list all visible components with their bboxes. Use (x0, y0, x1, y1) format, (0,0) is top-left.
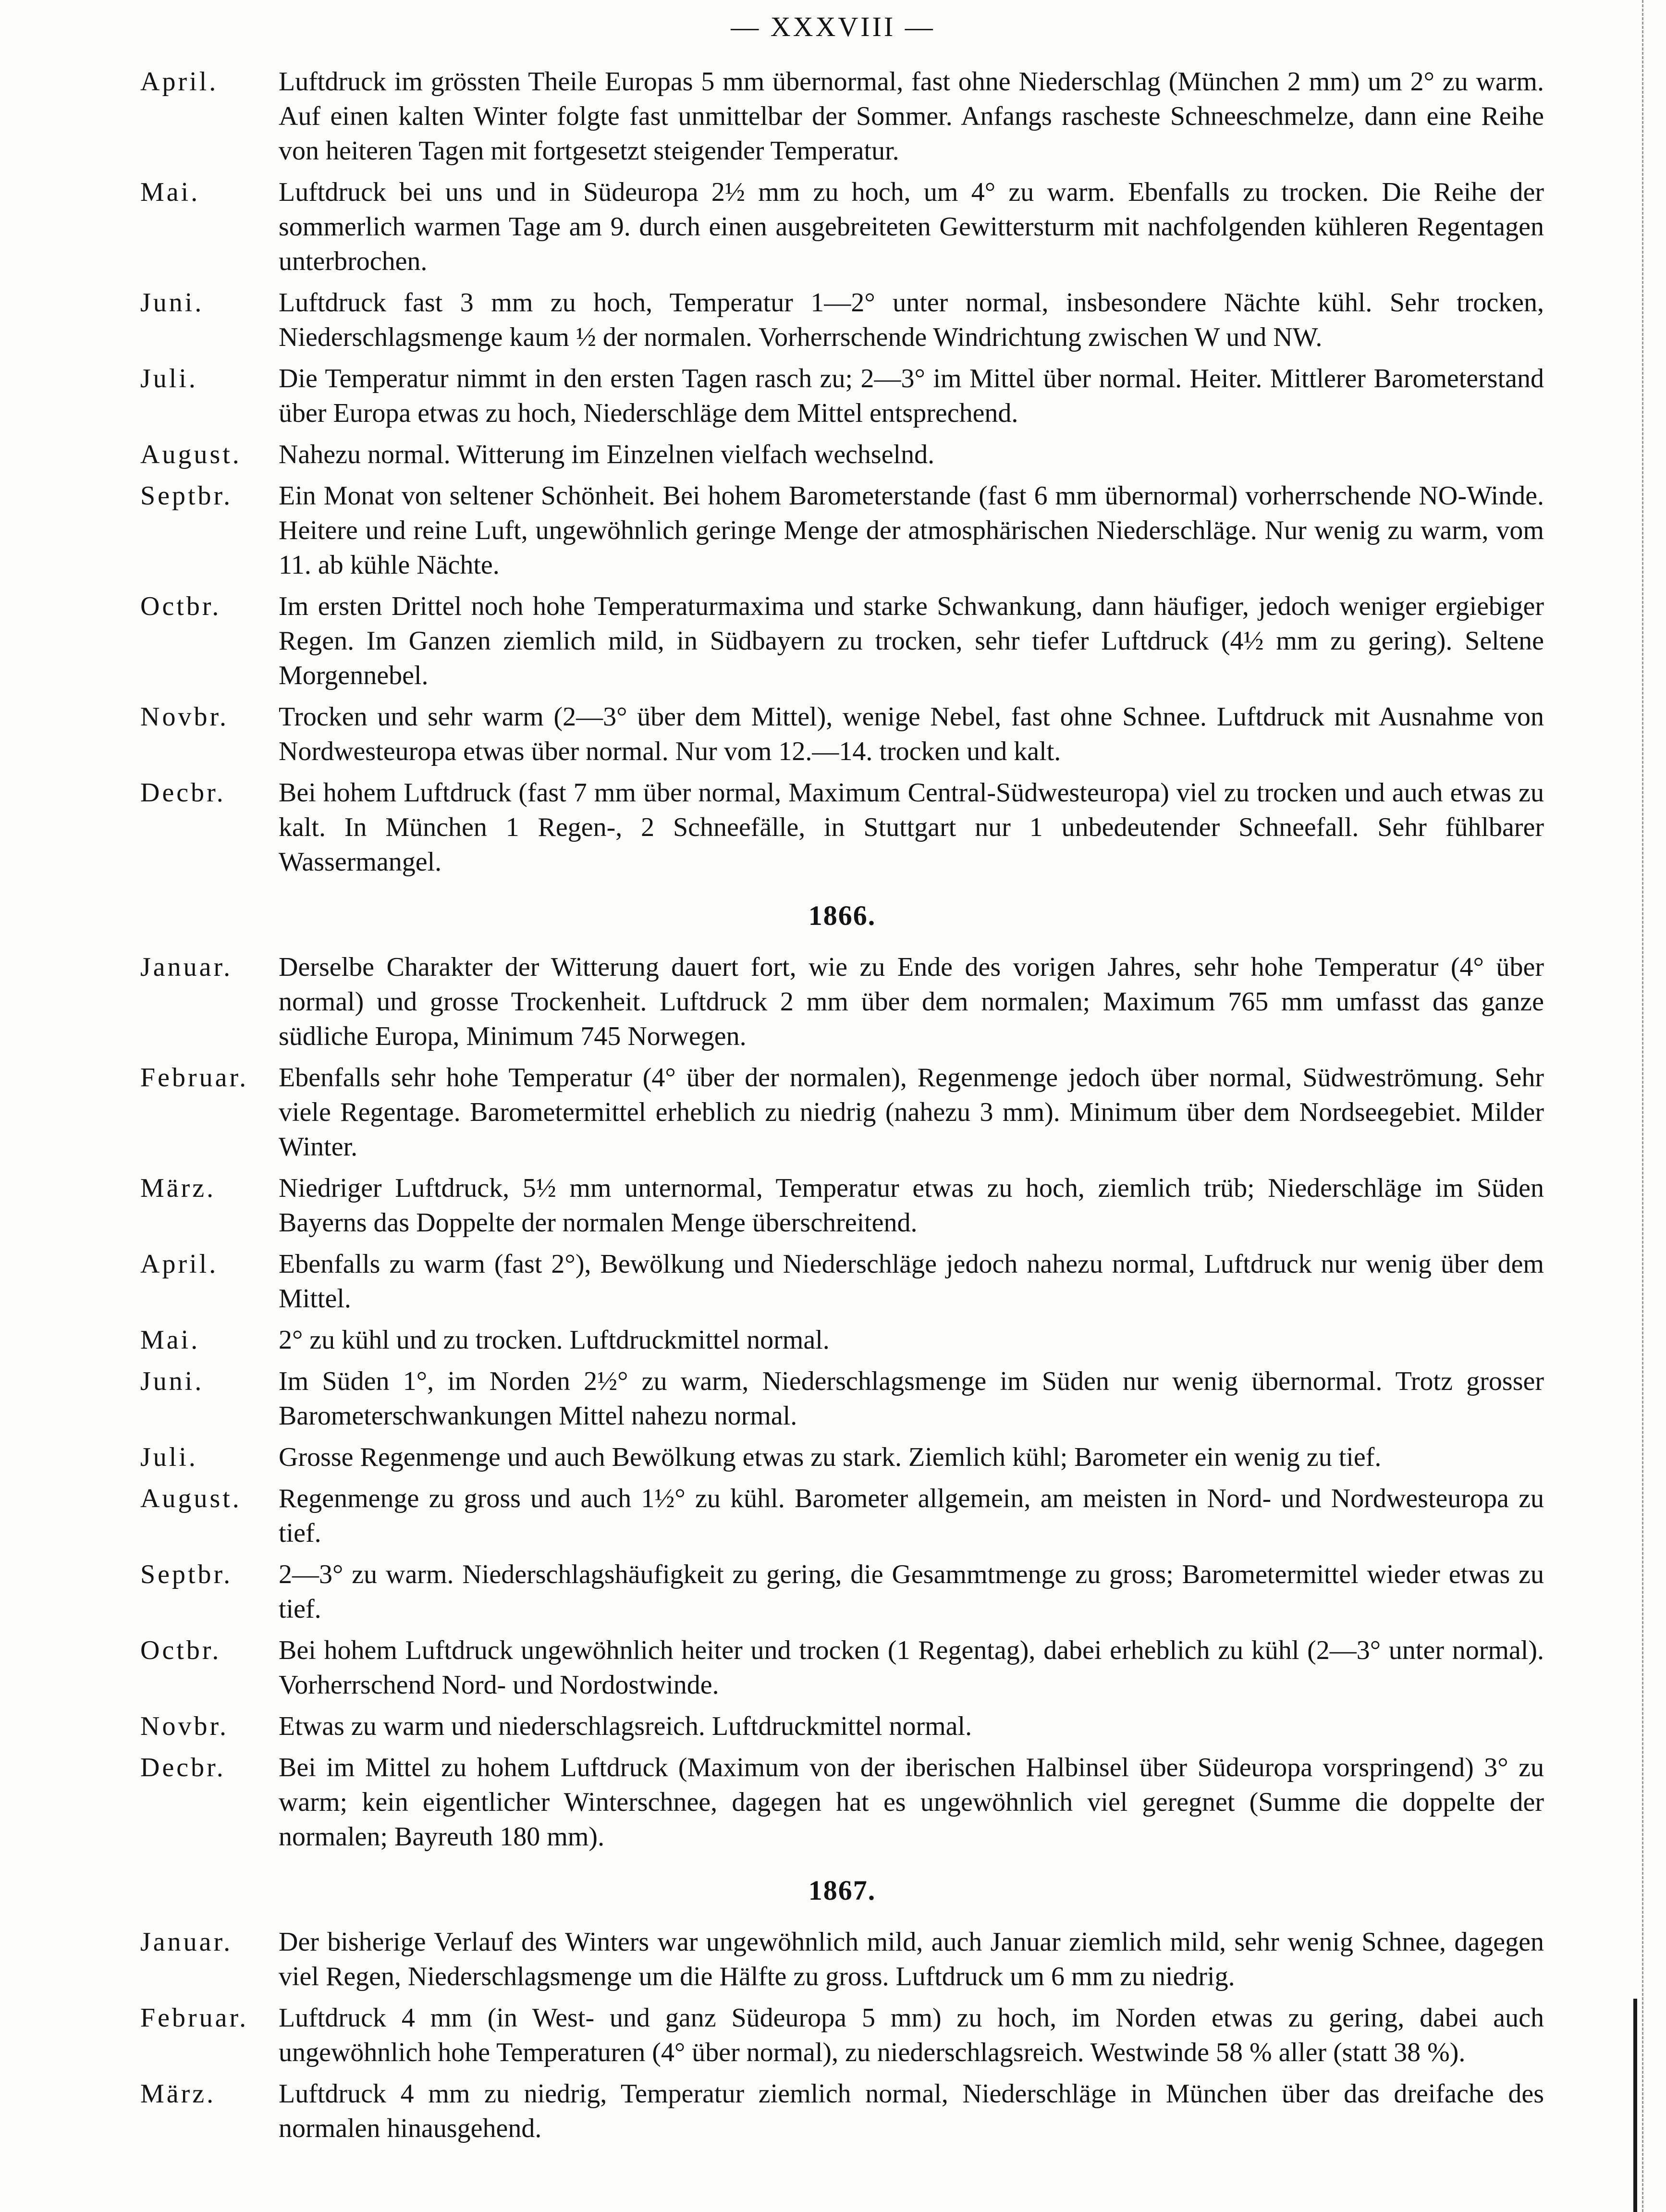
month-text: Im ersten Drittel noch hohe Temperaturmaxima und starke Schwankung, dann häufiger, jedoch weniger ergiebiger Regen. Im Ganzen ziemlich mild, in Südbayern zu trocken, sehr tiefer Luftdruck (4½ mm zu gering). Seltene Morgennebel. (279, 591, 1544, 690)
month-label: Decbr. (140, 1753, 226, 1782)
month-text: Grosse Regenmenge und auch Bewölkung etwas zu stark. Ziemlich kühl; Barometer ein wenig zu tief. (279, 1442, 1382, 1472)
month-text: Bei hohem Luftdruck (fast 7 mm über normal, Maximum Central-Südwesteuropa) viel zu trocken und auch etwas zu kalt. In München 1 Regen-, 2 Schneefälle, in Stuttgart nur 1 unbedeutender Schneefall. Sehr fühlbarer Wassermangel. (279, 778, 1544, 877)
month-label: Septbr. (140, 481, 233, 511)
month-label: April. (140, 1249, 219, 1279)
month-label: August. (140, 1484, 242, 1513)
month-entry (140, 175, 1544, 279)
page-body (140, 64, 1544, 2152)
month-label: Juli. (140, 364, 198, 393)
year-section (140, 1874, 1544, 2146)
month-label: Decbr. (140, 778, 226, 808)
month-text: Nahezu normal. Witterung im Einzelnen vielfach wechselnd. (279, 440, 935, 469)
month-label: Novbr. (140, 1711, 229, 1741)
month-entry (140, 1481, 1544, 1550)
month-text: Der bisherige Verlauf des Winters war ungewöhnlich mild, auch Januar ziemlich mild, sehr wenig Schnee, dagegen viel Regen, Niederschlagsmenge um die Hälfte zu gross. Luftdruck um 6 mm zu niedrig. (279, 1927, 1544, 1991)
month-entry (140, 1557, 1544, 1626)
month-label: Januar. (140, 1927, 233, 1957)
month-entry (140, 950, 1544, 1054)
month-text: Niedriger Luftdruck, 5½ mm unternormal, Temperatur etwas zu hoch, ziemlich trüb; Niederschläge im Süden Bayerns das Doppelte der normalen Menge überschreitend. (279, 1173, 1544, 1238)
month-label: Septbr. (140, 1560, 233, 1589)
month-text: Ebenfalls zu warm (fast 2°), Bewölkung und Niederschläge jedoch nahezu normal, Luftdruck nur wenig über dem Mittel. (279, 1249, 1544, 1314)
month-label: März. (140, 1173, 216, 1203)
month-text: Luftdruck im grössten Theile Europas 5 mm übernormal, fast ohne Niederschlag (München 2 mm) um 2° zu warm. Auf einen kalten Winter folgte fast unmittelbar der Sommer. Anfangs rascheste Schneeschmelze, dann eine Reihe von heiteren Tagen mit fortgesetzt steigender Temperatur. (279, 67, 1544, 166)
month-text: Etwas zu warm und niederschlagsreich. Luftdruckmittel normal. (279, 1711, 972, 1741)
month-text: 2—3° zu warm. Niederschlagshäufigkeit zu gering, die Gesammtmenge zu gross; Barometermittel wieder etwas zu tief. (279, 1560, 1544, 1624)
month-entry (140, 1750, 1544, 1854)
month-entry (140, 2077, 1544, 2146)
month-label: Juli. (140, 1442, 198, 1472)
month-label: Juni. (140, 1366, 204, 1396)
month-entry (140, 285, 1544, 355)
binding-edge-rule (1642, 0, 1646, 2212)
month-text: Die Temperatur nimmt in den ersten Tagen rasch zu; 2—3° im Mittel über normal. Heiter. Mittlerer Barometerstand über Europa etwas zu hoch, Niederschläge dem Mittel entsprechend. (279, 364, 1544, 428)
month-text: Im Süden 1°, im Norden 2½° zu warm, Niederschlagsmenge im Süden nur wenig übernormal. Trotz grosser Barometerschwankungen Mittel nahezu normal. (279, 1366, 1544, 1431)
month-text: Bei im Mittel zu hohem Luftdruck (Maximum von der iberischen Halbinsel über Südeuropa vorspringend) 3° zu warm; kein eigentlicher Winterschnee, dagegen hat es ungewöhnlich viel geregnet (Summe die doppelte der normalen; Bayreuth 180 mm). (279, 1753, 1544, 1852)
month-entry (140, 1364, 1544, 1433)
month-entry (140, 775, 1544, 879)
month-entry (140, 589, 1544, 693)
month-label: Mai. (140, 1325, 200, 1355)
year-heading: 1867. (808, 1875, 876, 1906)
month-text: 2° zu kühl und zu trocken. Luftdruckmittel normal. (279, 1325, 830, 1355)
month-entry (140, 1247, 1544, 1316)
month-text: Ein Monat von seltener Schönheit. Bei hohem Barometerstande (fast 6 mm übernormal) vorherrschende NO-Winde. Heitere und reine Luft, ungewöhnlich geringe Menge der atmosphärischen Niederschläge. Nur wenig zu warm, vom 11. ab kühle Nächte. (279, 481, 1544, 580)
month-entry (140, 1440, 1544, 1475)
month-text: Luftdruck 4 mm (in West- und ganz Südeuropa 5 mm) zu hoch, im Norden etwas zu gering, dabei auch ungewöhnlich hohe Temperaturen (4° über normal), zu niederschlagsreich. Westwinde 58 % aller (statt 38 %). (279, 2003, 1544, 2067)
month-text: Ebenfalls sehr hohe Temperatur (4° über der normalen), Regenmenge jedoch über normal, Südweströmung. Sehr viele Regentage. Barometermittel erheblich zu niedrig (nahezu 3 mm). Minimum über dem Nordseegebiet. Milder Winter. (279, 1063, 1544, 1162)
month-label: April. (140, 67, 219, 97)
month-label: Februar. (140, 2003, 249, 2033)
month-entry (140, 700, 1544, 769)
month-text: Bei hohem Luftdruck ungewöhnlich heiter und trocken (1 Regentag), dabei erheblich zu kühl (2—3° unter normal). Vorherrschend Nord- und Nordostwinde. (279, 1635, 1544, 1700)
month-label: August. (140, 440, 242, 469)
month-entry (140, 2001, 1544, 2070)
month-text: Luftdruck fast 3 mm zu hoch, Temperatur 1—2° unter normal, insbesondere Nächte kühl. Sehr trocken, Niederschlagsmenge kaum ½ der normalen. Vorherrschende Windrichtung zwischen W und NW. (279, 288, 1544, 352)
month-label: Februar. (140, 1063, 249, 1093)
month-text: Derselbe Charakter der Witterung dauert fort, wie zu Ende des vorigen Jahres, sehr hohe Temperatur (4° über normal) und grosse Trockenheit. Luftdruck 2 mm über dem normalen; Maximum 765 mm umfasst das ganze südliche Europa, Minimum 745 Norwegen. (279, 952, 1544, 1051)
month-text: Luftdruck bei uns und in Südeuropa 2½ mm zu hoch, um 4° zu warm. Ebenfalls zu trocken. Die Reihe der sommerlich warmen Tage am 9. durch einen ausgebreiteten Gewittersturm mit nachfolgenden kühleren Regentagen unterbrochen. (279, 177, 1544, 276)
month-text: Regenmenge zu gross und auch 1½° zu kühl. Barometer allgemein, am meisten in Nord- und Nordwesteuropa zu tief. (279, 1484, 1544, 1548)
month-entry (140, 361, 1544, 430)
month-entry (140, 1709, 1544, 1744)
month-label: Octbr. (140, 1635, 221, 1665)
month-text: Luftdruck 4 mm zu niedrig, Temperatur ziemlich normal, Niederschläge in München über das dreifache des normalen hinausgehend. (279, 2079, 1544, 2143)
month-entry (140, 1925, 1544, 1994)
month-entry (140, 1060, 1544, 1164)
month-entry (140, 437, 1544, 472)
month-entry (140, 1171, 1544, 1240)
month-label: März. (140, 2079, 216, 2109)
month-label: Novbr. (140, 702, 229, 732)
month-label: Octbr. (140, 591, 221, 621)
page-edge-shadow (1633, 1999, 1637, 2212)
year-section (140, 64, 1544, 879)
month-label: Juni. (140, 288, 204, 318)
month-label: Januar. (140, 952, 233, 982)
month-entry (140, 64, 1544, 168)
month-entry (140, 1323, 1544, 1357)
year-section (140, 899, 1544, 1854)
month-label: Mai. (140, 177, 200, 207)
page-number: — XXXVIII — (731, 11, 935, 42)
month-entry (140, 1633, 1544, 1702)
year-heading: 1866. (808, 900, 876, 931)
month-text: Trocken und sehr warm (2—3° über dem Mittel), wenige Nebel, fast ohne Schnee. Luftdruck mit Ausnahme von Nordwesteuropa etwas über normal. Nur vom 12.—14. trocken und kalt. (279, 702, 1544, 766)
month-entry (140, 479, 1544, 582)
